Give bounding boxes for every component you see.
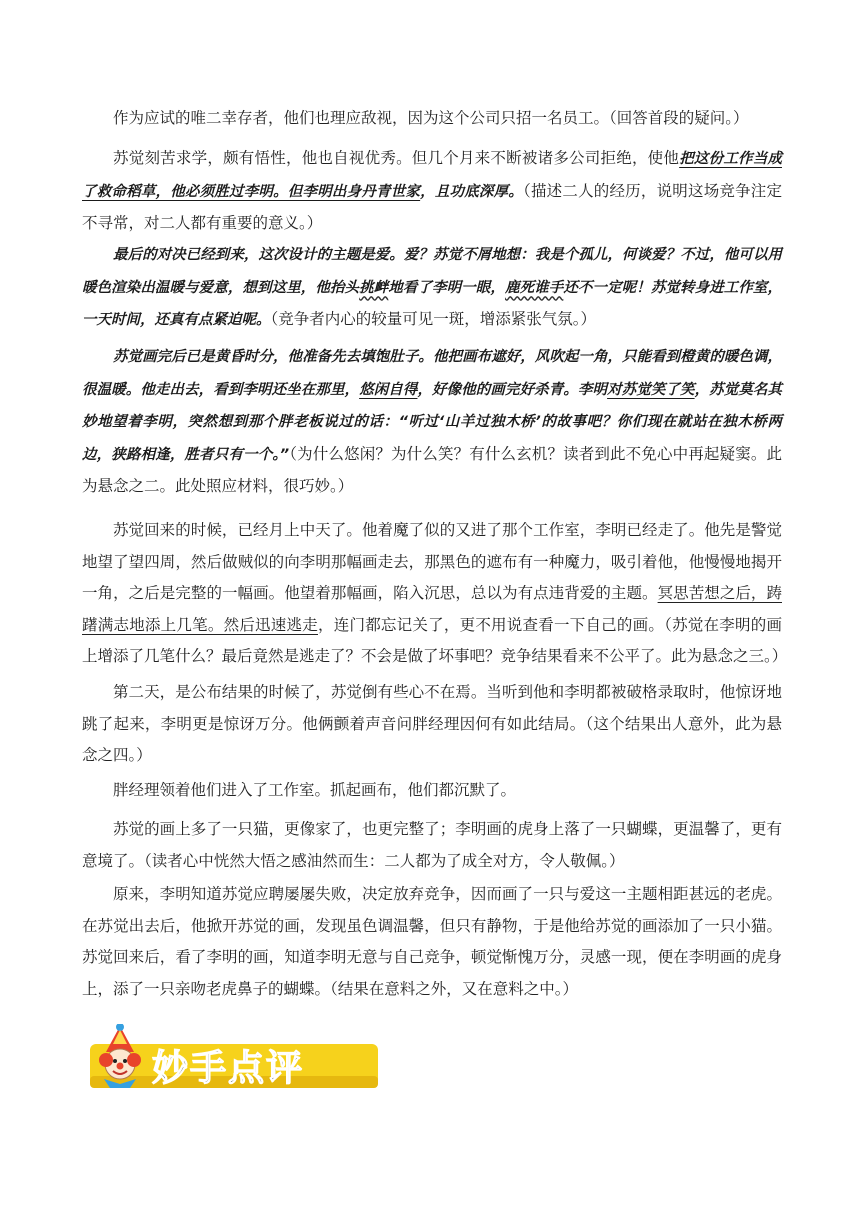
text-segment: （为什么悠闲？为什么笑？有什么玄机？读者到此不免心中再起疑窦。此为悬念之二。此处照应材料，很巧妙。） xyxy=(82,444,782,495)
paragraph xyxy=(82,677,782,772)
text-segment: ，好像他的画完好杀青。李明 xyxy=(417,381,608,398)
paragraph xyxy=(82,775,782,807)
banner-title: 妙手点评 xyxy=(152,1048,305,1089)
text-segment: 鹿死谁手 xyxy=(504,279,564,296)
text-segment: ，连门都忘记关了，更不用说查看一下自己的画。（苏觉在李明的画上增添了几笔什么？最后竟然是逃走了？不会是做了坏事吧？竞争结果看来不公平了。此为悬念之三。） xyxy=(82,615,788,665)
text-segment: ，苏觉莫名其妙地望着李明，突然想到那个胖老板说过的话：“听过‘山羊过独木桥’的故事吧？你们现在就站在独木桥两边，狭路相逢，胜者只有一个。” xyxy=(82,381,783,463)
text-segment: （描述二人的经历，说明这场竞争注定不寻常，对二人都有重要的意义。） xyxy=(82,181,782,232)
review-banner xyxy=(80,1024,380,1092)
paragraph xyxy=(82,515,788,673)
text-segment: 苏觉画完后已是黄昏时分，他准备先去填饱肚子。他把画布遮好，风吹起一角，只能看到橙黄的暖色调，很温暖。他走出去，看到李明还坐在那里， xyxy=(82,349,782,398)
text-segment: 作为应试的唯二幸存者，他们也理应敌视，因为这个公司只招一名员工。（回答首段的疑问。） xyxy=(113,109,749,127)
paragraph xyxy=(82,341,782,503)
paragraph xyxy=(82,143,782,240)
text-segment: 悠闲自得 xyxy=(359,381,418,398)
text-segment: 对苏觉笑了笑 xyxy=(607,381,695,398)
text-segment: 还不一定呢！苏觉转身进工作室，一天时间，还真有点紧迫呢。 xyxy=(82,279,783,328)
text-segment: 挑衅 xyxy=(359,279,389,296)
text-segment: （竞争者内心的较量可见一斑，增添紧张气氛。） xyxy=(270,310,597,328)
text-segment: 把这份工作当成了救命稻草，他必须胜过李明。但李明出身丹青世家 xyxy=(82,151,782,200)
text-segment: 苏觉回来的时候，已经月上中天了。他着魔了似的又进了那个工作室，李明已经走了。他先是警觉地望了望四周，然后做贼似的向李明那幅画走去，那黑色的遮布有一种魔力，吸引着他，他慢慢地揭开一角，之后是完整的一幅画。他望着那幅画，陷入沉思，总以为有点违背爱的主题。 xyxy=(82,521,782,602)
text-segment: 地看了李明一眼， xyxy=(388,279,505,296)
text-segment: 原来，李明知道苏觉应聘屡屡失败，决定放弃竞争，因而画了一只与爱这一主题相距甚远的老虎。在苏觉出去后，他掀开苏觉的画，发现虽色调温馨，但只有静物，于是他给苏觉的画添加了一只小猫。苏觉回来后，看了李明的画，知道李明无意与自己竞争，顿觉惭愧万分，灵感一现，便在李明画的虎身上，添了一只亲吻老虎鼻子的蝴蝶。（结果在意料之外，又在意料之中。） xyxy=(82,885,782,998)
text-segment: 最后的对决已经到来，这次设计的主题是爱。爱？苏觉不屑地想：我是个孤儿，何谈爱？不过，他可以用暖色渲染出温暖与爱意，想到这里，他抬头 xyxy=(82,247,782,296)
text-segment: ，且功底深厚。 xyxy=(420,183,524,200)
text-segment: 第二天，是公布结果的时候了，苏觉倒有些心不在焉。当听到他和李明都被破格录取时，他惊讶地跳了起来，李明更是惊讶万分。他俩颤着声音问胖经理因何有如此结局。（这个结果出人意外，此为悬念之四。） xyxy=(82,683,782,764)
text-segment: 苏觉刻苦求学，颇有悟性，他也自视优秀。但几个月来不断被诸多公司拒绝，使他 xyxy=(113,149,680,167)
text-segment: 冥思苦想之后，踌躇满志地添上几笔。然后迅速逃走 xyxy=(82,584,782,634)
paragraph xyxy=(82,879,782,1005)
text-segment: 苏觉的画上多了一只猫，更像家了，也更完整了；李明画的虎身上落了一只蝴蝶，更温馨了，更有意境了。（读者心中恍然大悟之感油然而生：二人都为了成全对方，令人敬佩。） xyxy=(82,820,782,870)
text-segment: 胖经理领着他们进入了工作室。抓起画布，他们都沉默了。 xyxy=(113,781,517,799)
paragraph xyxy=(82,814,782,877)
paragraph xyxy=(82,239,782,337)
paragraph xyxy=(82,103,782,135)
